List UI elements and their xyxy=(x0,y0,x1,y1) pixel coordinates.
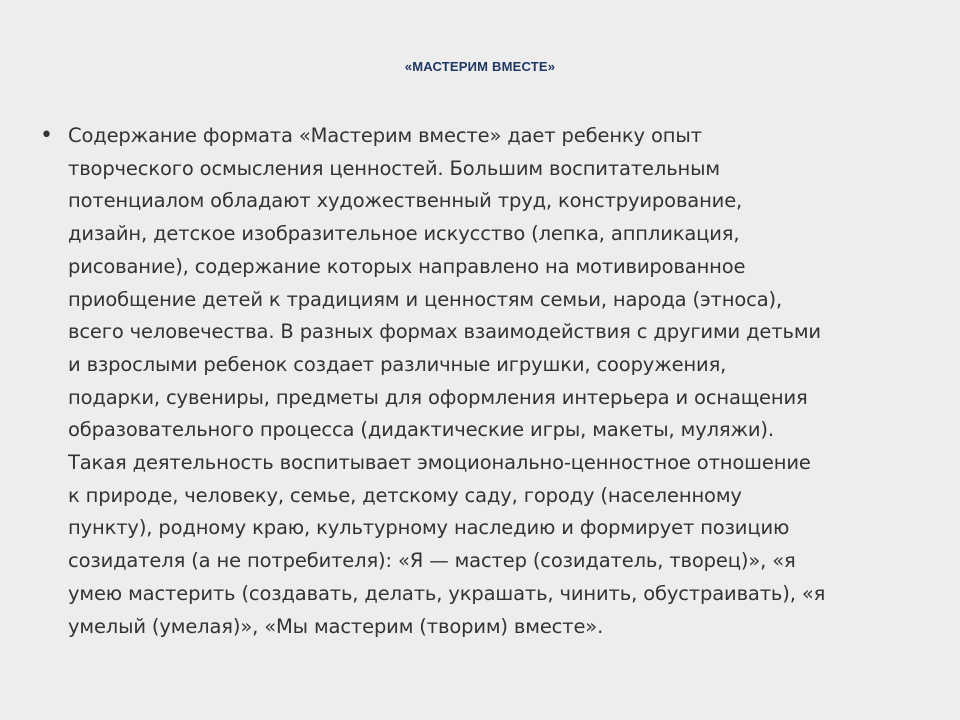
paragraph-line: приобщение детей к традициям и ценностям семьи, народа (этноса), xyxy=(68,287,782,311)
slide-content xyxy=(40,120,930,643)
paragraph-line: умею мастерить (создавать, делать, украшать, чинить, обустраивать), «я xyxy=(68,581,826,605)
paragraph-line: дизайн, детское изобразительное искусство (лепка, аппликация, xyxy=(68,222,740,246)
paragraph-line: творческого осмысления ценностей. Большим воспитательным xyxy=(68,156,720,180)
bullet-item xyxy=(40,120,930,643)
paragraph-line: образовательного процесса (дидактические игры, макеты, муляжи). xyxy=(68,418,774,442)
bullet-paragraph xyxy=(68,120,930,643)
slide-title: «МАСТЕРИМ ВМЕСТЕ» xyxy=(404,59,556,74)
paragraph-line: потенциалом обладают художественный труд, конструирование, xyxy=(68,189,743,213)
paragraph-line: Такая деятельность воспитывает эмоционально-ценностное отношение xyxy=(68,451,811,475)
paragraph-line: умелый (умелая)», «Мы мастерим (творим) вместе». xyxy=(68,614,604,638)
paragraph-line: всего человечества. В разных формах взаимодействия с другими детьми xyxy=(68,320,821,344)
paragraph-line: и взрослыми ребенок создает различные игрушки, сооружения, xyxy=(68,352,727,376)
bullet-icon: • xyxy=(40,123,53,148)
paragraph-line: рисование), содержание которых направлено на мотивированное xyxy=(68,254,746,278)
paragraph-line: Содержание формата «Мастерим вместе» дает ребенку опыт xyxy=(68,124,702,147)
paragraph-line: созидателя (а не потребителя): «Я — мастер (созидатель, творец)», «я xyxy=(68,549,796,573)
paragraph-line: пункту), родному краю, культурному наследию и формирует позицию xyxy=(68,516,790,540)
paragraph-line: подарки, сувениры, предметы для оформления интерьера и оснащения xyxy=(68,385,808,409)
paragraph-line: к природе, человеку, семье, детскому саду, городу (населенному xyxy=(68,483,742,507)
